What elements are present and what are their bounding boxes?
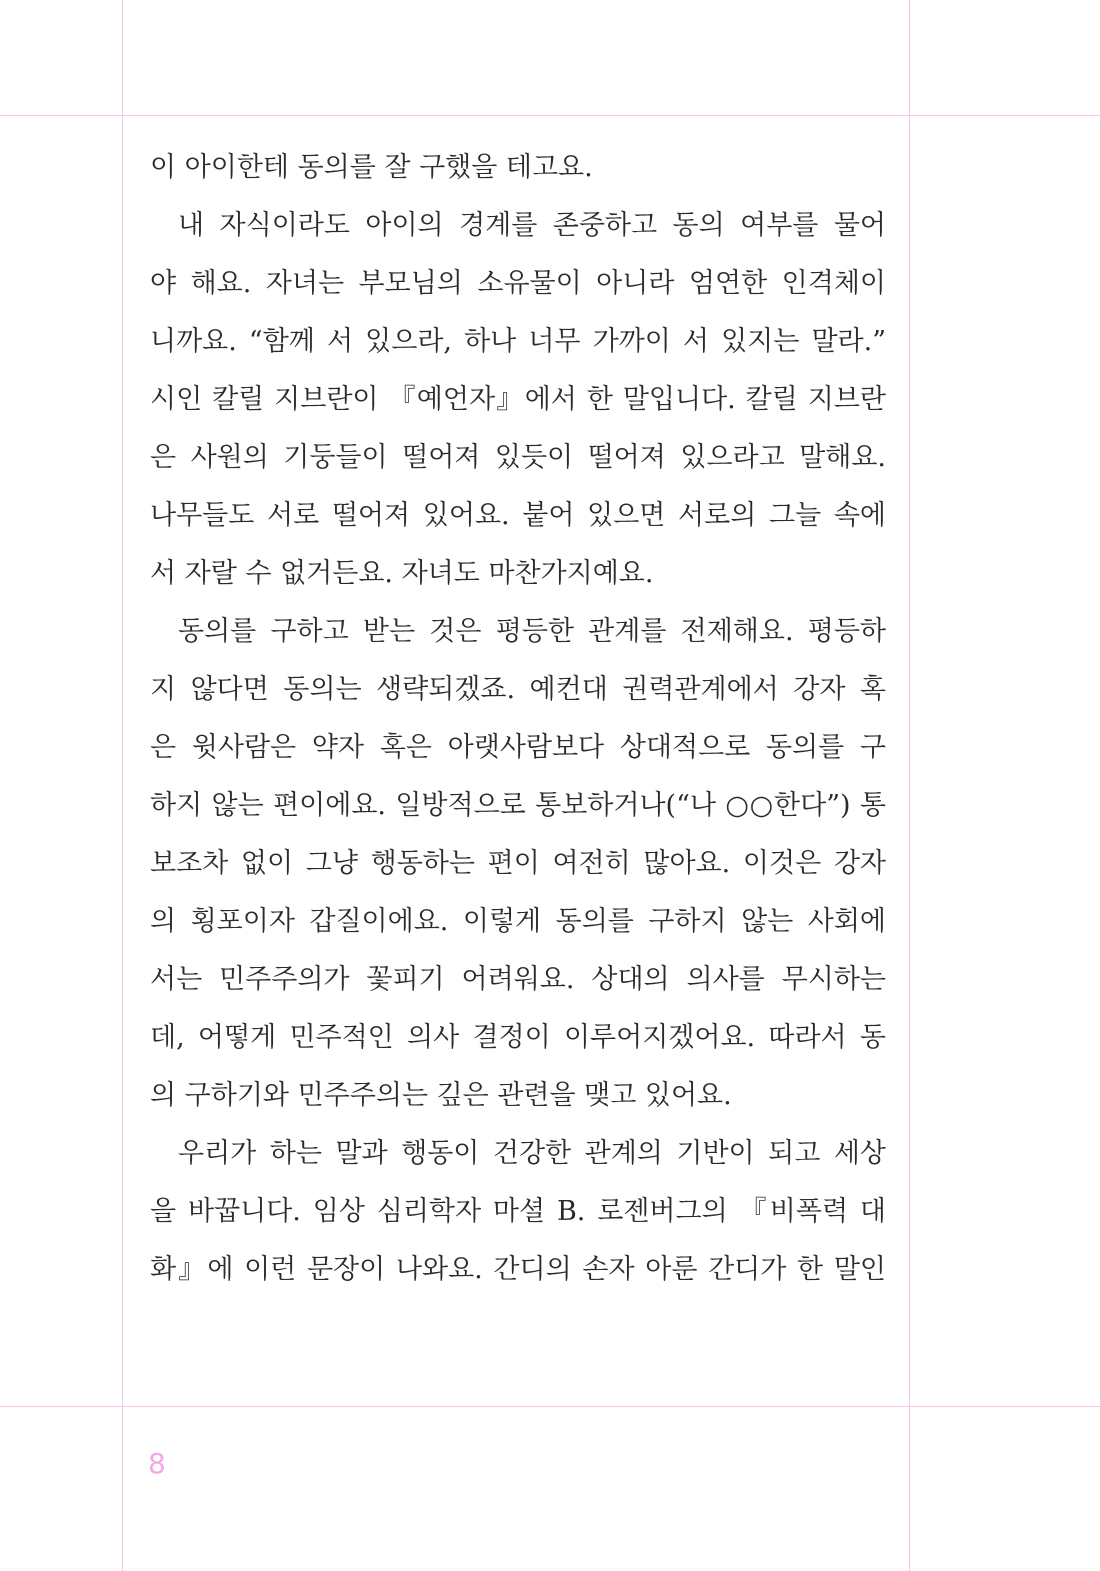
text-line: 지 않다면 동의는 생략되겠죠. 예컨대 권력관계에서 강자 혹: [150, 674, 886, 705]
text-line: 은 사원의 기둥들이 떨어져 있듯이 떨어져 있으라고 말해요.: [150, 442, 886, 473]
body-text: [150, 139, 886, 1299]
text-line: 이 아이한테 동의를 잘 구했을 테고요.: [150, 152, 593, 183]
page-number: 8: [148, 1447, 166, 1480]
margin-guide-bottom: [0, 1406, 1100, 1407]
margin-guide-right: [909, 0, 910, 1571]
text-line: 서 자랄 수 없거든요. 자녀도 마찬가지예요.: [150, 558, 654, 589]
text-line: 시인 칼릴 지브란이 『예언자』에서 한 말입니다. 칼릴 지브란: [150, 384, 886, 415]
text-line: 서는 민주주의가 꽃피기 어려워요. 상대의 의사를 무시하는: [150, 964, 886, 995]
text-line: 보조차 없이 그냥 행동하는 편이 여전히 많아요. 이것은 강자: [150, 848, 886, 879]
text-line: 데, 어떻게 민주적인 의사 결정이 이루어지겠어요. 따라서 동: [150, 1022, 886, 1053]
text-line: 나무들도 서로 떨어져 있어요. 붙어 있으면 서로의 그늘 속에: [150, 500, 886, 531]
text-line: 동의를 구하고 받는 것은 평등한 관계를 전제해요. 평등하: [178, 616, 886, 647]
margin-guide-top: [0, 115, 1100, 116]
text-line: 야 해요. 자녀는 부모님의 소유물이 아니라 엄연한 인격체이: [150, 268, 886, 299]
text-line: 의 횡포이자 갑질이에요. 이렇게 동의를 구하지 않는 사회에: [150, 906, 886, 937]
text-line: 은 윗사람은 약자 혹은 아랫사람보다 상대적으로 동의를 구: [150, 732, 886, 763]
margin-guide-left: [122, 0, 123, 1571]
text-line: 화』에 이런 문장이 나와요. 간디의 손자 아룬 간디가 한 말인: [150, 1254, 886, 1285]
text-line: 의 구하기와 민주주의는 깊은 관련을 맺고 있어요.: [150, 1080, 732, 1111]
text-line: 니까요. “함께 서 있으라, 하나 너무 가까이 서 있지는 말라.”: [150, 326, 886, 357]
text-line: 우리가 하는 말과 행동이 건강한 관계의 기반이 되고 세상: [178, 1138, 886, 1169]
text-line: 내 자식이라도 아이의 경계를 존중하고 동의 여부를 물어: [178, 210, 886, 241]
text-line: 하지 않는 편이에요. 일방적으로 통보하거나(“나 ○○한다”) 통: [150, 790, 886, 821]
text-line: 을 바꿉니다. 임상 심리학자 마셜 B. 로젠버그의 『비폭력 대: [150, 1196, 886, 1227]
